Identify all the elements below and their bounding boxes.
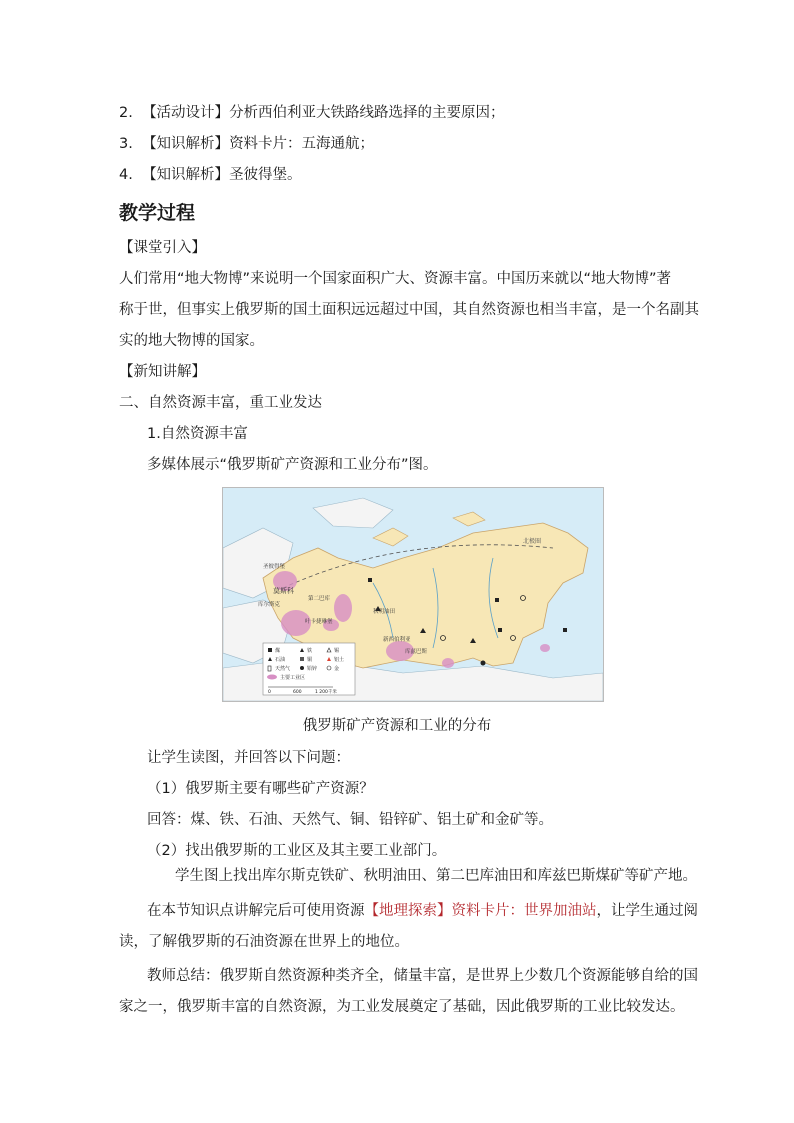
scale-600: 600 <box>293 690 302 695</box>
item-tag: 【活动设计】 <box>142 105 230 121</box>
stpeter-label: 圣彼得堡 <box>263 564 286 570</box>
list-item-2 <box>119 103 505 123</box>
tyumen-label: 秋明油田 <box>373 609 396 615</box>
resource-line-2: 读，了解俄罗斯的石油资源在世界上的地位。 <box>119 934 409 950</box>
item-tag: 【知识解析】 <box>142 167 230 183</box>
legend-industrial: 主要工业区 <box>280 675 306 681</box>
resource-line <box>147 901 698 921</box>
item-number: 2. <box>119 105 133 121</box>
map-svg <box>223 488 603 701</box>
list-item-4 <box>119 165 302 185</box>
russia-resource-map <box>222 487 604 702</box>
kuzbass-label: 库兹巴斯 <box>405 649 428 655</box>
item-text: 资料卡片：五海通航； <box>229 136 375 152</box>
legend-iron: 铁 <box>307 648 313 654</box>
resource-text-2: ，让学生通过阅 <box>596 903 698 919</box>
scale-1200: 1 200千米 <box>315 690 337 695</box>
legend-bauxite: 铝土 <box>334 657 345 663</box>
intro-tag: 【课堂引入】 <box>119 240 206 256</box>
legend-copper: 铜 <box>307 657 313 663</box>
item-tag: 【知识解析】 <box>142 136 230 152</box>
section-title: 教学过程 <box>119 202 196 224</box>
yekat-label: 叶卡捷琳堡 <box>305 619 333 625</box>
item-text: 分析西伯利亚大铁路线路选择的主要原因； <box>229 105 505 121</box>
answer-2: 学生图上找出库尔斯克铁矿、秋明油田、第二巴库油田和库兹巴斯煤矿等矿产地。 <box>175 868 697 884</box>
summary-line-2: 家之一，俄罗斯丰富的自然资源，为工业发展奠定了基础，因此俄罗斯的工业比较发达。 <box>119 999 685 1015</box>
map-caption: 俄罗斯矿产资源和工业的分布 <box>302 718 492 734</box>
item-text: 圣彼得堡。 <box>229 167 302 183</box>
intro-line-1: 人们常用“地大物博”来说明一个国家面积广大、资源丰富。中国历来就以“地大物博”著 <box>119 271 672 287</box>
legend-oil: 石油 <box>275 657 286 663</box>
legend-coal: 煤 <box>275 648 281 654</box>
resource-link[interactable]: 【地理探索】资料卡片：世界加油站 <box>364 903 597 919</box>
media-line: 多媒体展示“俄罗斯矿产资源和工业分布”图。 <box>147 457 438 473</box>
kursk-label: 库尔斯克 <box>258 602 281 608</box>
moscow-label: 莫斯科 <box>273 587 294 595</box>
scale-0: 0 <box>268 690 271 695</box>
question-intro: 让学生读图，并回答以下问题： <box>147 750 350 766</box>
baku-label: 第二巴库 <box>308 596 331 602</box>
item-number: 4. <box>119 167 133 183</box>
legend-tin: 锡 <box>334 648 340 654</box>
arctic-label: 北极圈 <box>523 538 542 545</box>
new-knowledge-tag: 【新知讲解】 <box>119 364 206 380</box>
intro-line-3: 实的地大物博的国家。 <box>119 333 264 349</box>
resource-text-1: 在本节知识点讲解完后可使用资源 <box>147 903 365 919</box>
question-1: （1）俄罗斯主要有哪些矿产资源？ <box>147 781 374 797</box>
item-number: 3. <box>119 136 133 152</box>
legend-pb: 铅锌 <box>307 666 318 672</box>
legend-gas: 天然气 <box>275 666 291 672</box>
subheading-2: 二、自然资源丰富，重工业发达 <box>119 395 322 411</box>
list-item-3 <box>119 134 374 154</box>
intro-line-2: 称于世，但事实上俄罗斯的国土面积远远超过中国，其自然资源也相当丰富，是一个名副其 <box>119 302 699 318</box>
question-2: （2）找出俄罗斯的工业区及其主要工业部门。 <box>147 843 447 859</box>
answer-1: 回答：煤、铁、石油、天然气、铜、铅锌矿、铝土矿和金矿等。 <box>147 812 553 828</box>
summary-line-1: 教师总结：俄罗斯自然资源种类齐全，储量丰富，是世界上少数几个资源能够自给的国 <box>147 968 698 984</box>
subheading-2-1: 1.自然资源丰富 <box>147 426 248 442</box>
legend-gold: 金 <box>334 666 340 672</box>
novosib-label: 新西伯利亚 <box>383 637 411 643</box>
